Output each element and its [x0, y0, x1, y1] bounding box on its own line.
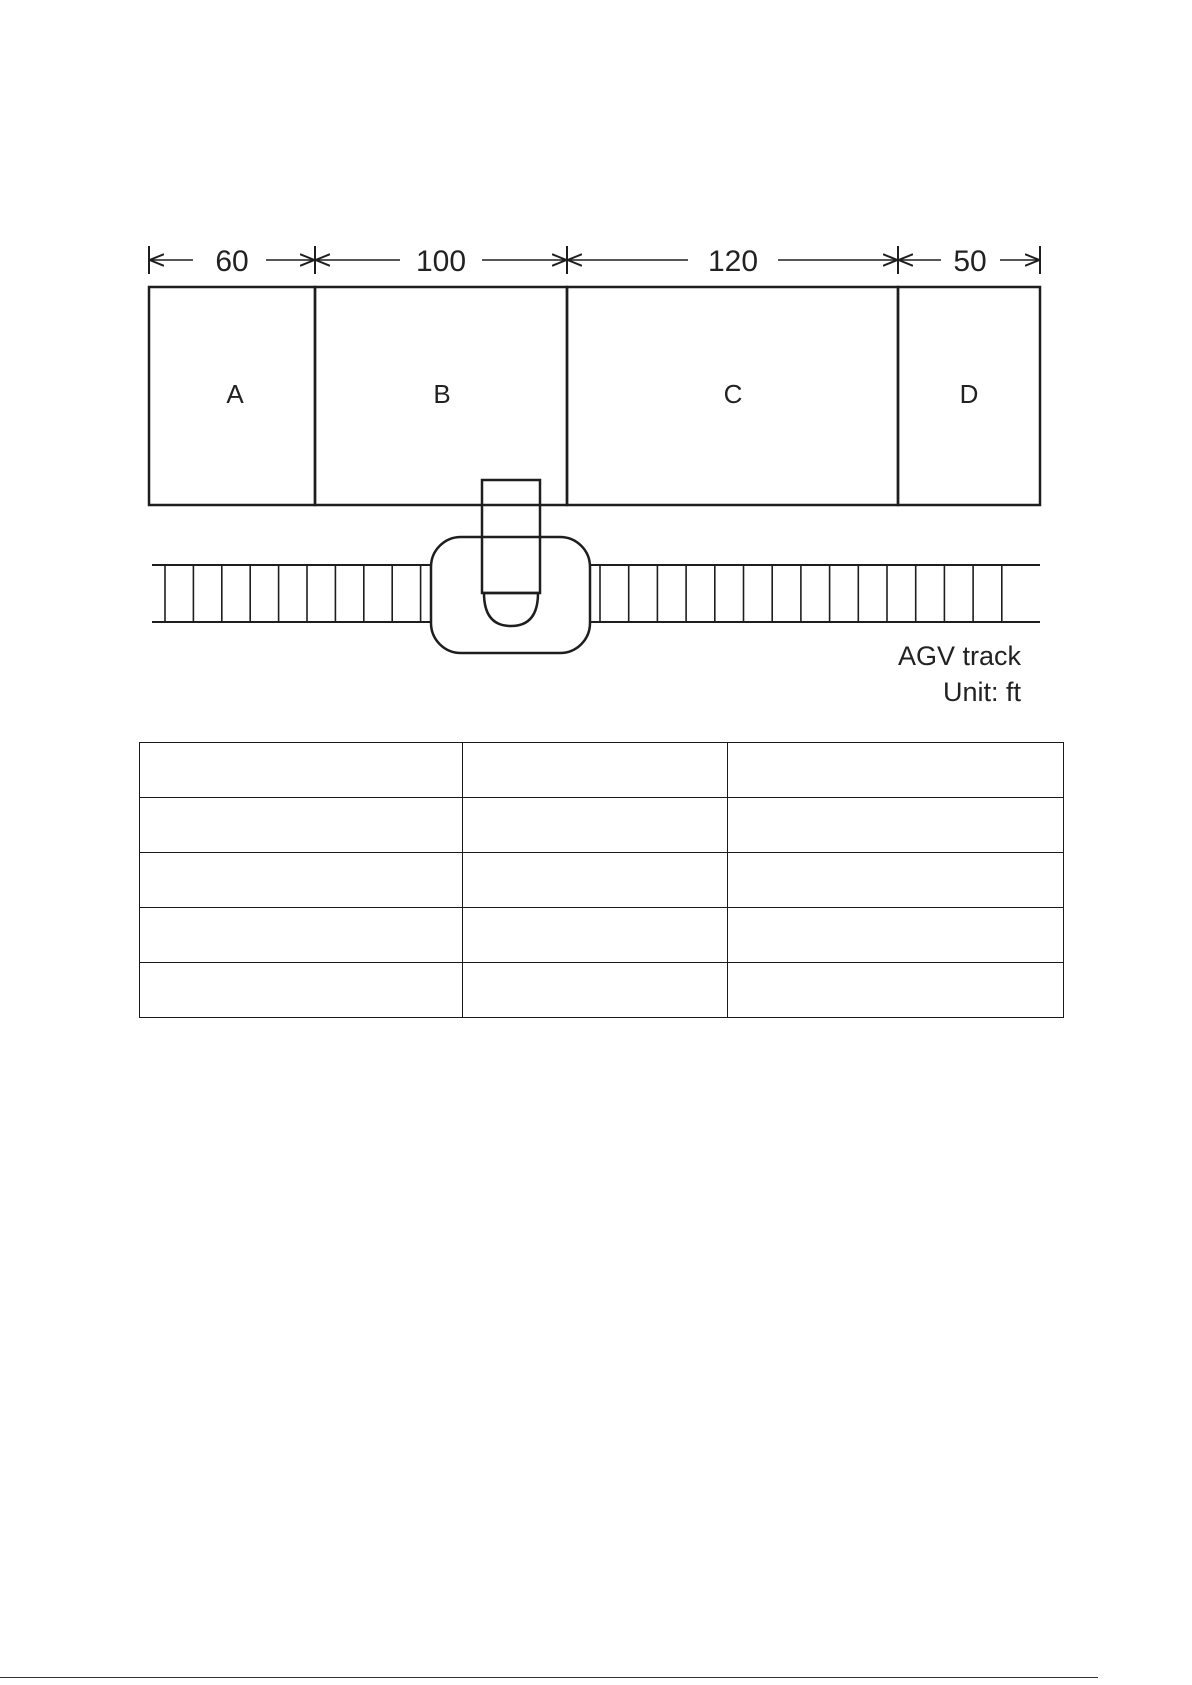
table-cell — [140, 963, 463, 1018]
table-cell — [728, 853, 1064, 908]
table-cell — [140, 798, 463, 853]
track-rungs-right — [600, 565, 1002, 622]
table-row — [140, 908, 1064, 963]
table-cell — [140, 908, 463, 963]
table-row — [140, 853, 1064, 908]
table-cell — [463, 908, 728, 963]
table-cell — [728, 963, 1064, 1018]
table-row — [140, 963, 1064, 1018]
department-label-a: A — [226, 379, 244, 409]
table-cell — [463, 963, 728, 1018]
department-label-d: D — [959, 379, 979, 409]
table-cell — [728, 798, 1064, 853]
table-cell — [463, 798, 728, 853]
dimension-label-c: 120 — [707, 245, 759, 278]
dimension-label-a: 60 — [215, 245, 249, 278]
track-rungs-left — [165, 565, 421, 622]
table-cell — [463, 743, 728, 798]
table-row — [140, 743, 1064, 798]
agv-layout-diagram — [0, 0, 1192, 730]
agv-track — [152, 565, 1040, 622]
unit-label: Unit: ft — [942, 677, 1021, 707]
table-cell — [140, 743, 463, 798]
table-row — [140, 798, 1064, 853]
department-row — [149, 287, 1040, 505]
department-label-c: C — [723, 379, 743, 409]
dimension-line — [149, 245, 1040, 278]
table-cell — [728, 743, 1064, 798]
footer-rule — [0, 1677, 1098, 1678]
data-table — [139, 742, 1064, 1018]
agv-track-label: AGV track — [897, 641, 1021, 671]
department-label-b: B — [433, 379, 451, 409]
table-cell — [463, 853, 728, 908]
agv-wheel — [484, 593, 538, 626]
agv-body — [431, 537, 590, 653]
table-cell — [140, 853, 463, 908]
dimension-label-b: 100 — [415, 245, 467, 278]
dimension-label-d: 50 — [953, 245, 987, 278]
table-cell — [728, 908, 1064, 963]
